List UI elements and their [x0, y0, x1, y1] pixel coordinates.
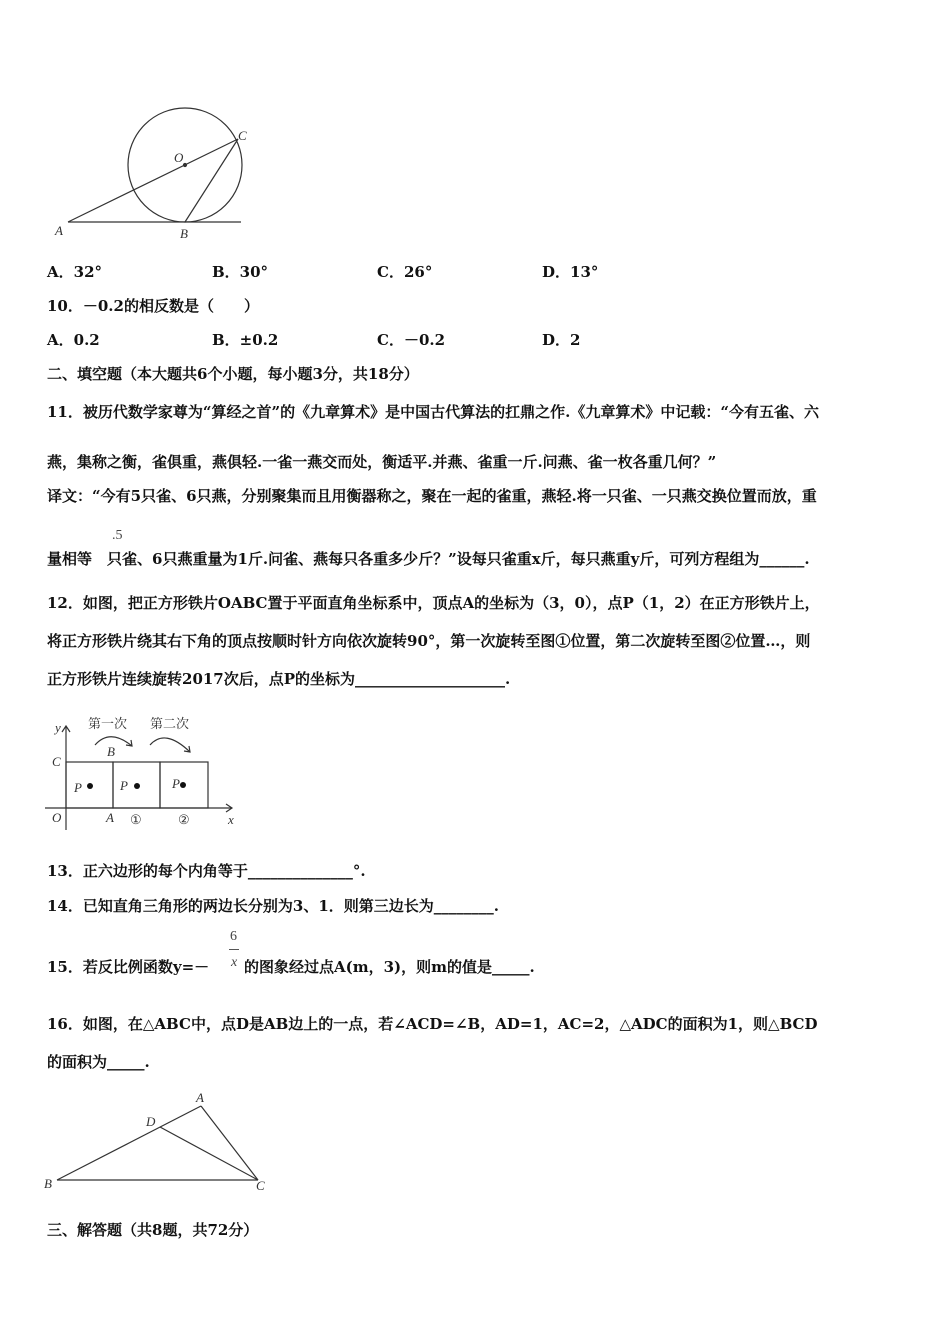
section-3-heading: 三、解答题（共8题，共72分）: [47, 1221, 259, 1239]
label-position-1: ①: [130, 813, 142, 828]
label-o: O: [52, 810, 62, 825]
q9-option-b[interactable]: B．30°: [212, 263, 269, 281]
q11-line-2: 燕，集称之衡，雀俱重，燕俱轻.一雀一燕交而处，衡适平.并燕、雀重一斤.问燕、雀一枚各重几何？”: [47, 453, 717, 471]
label-d: D: [146, 1114, 156, 1129]
axis-x-label: x: [228, 812, 234, 827]
q11-line-3: 译文：“今有5只雀、6只燕，分别聚集而且用衡器称之，聚在一起的雀重，燕轻.将一只雀、一只燕交换位置而放，重: [47, 487, 817, 505]
q10-option-c[interactable]: C．－0.2: [377, 331, 446, 349]
q12-line-3: 正方形铁片连续旋转2017次后，点P的坐标为____________________.: [47, 670, 511, 688]
q16-line-2: 的面积为_____.: [47, 1053, 150, 1071]
q9-option-d[interactable]: D．13°: [542, 263, 599, 281]
q9-option-c[interactable]: C．26°: [377, 263, 433, 281]
q16-line-1: 16．如图，在△ABC中，点D是AB边上的一点，若∠ACD=∠B，AD=1，AC=2，△ADC的面积为1，则△BCD: [47, 1015, 818, 1033]
label-a: A: [196, 1090, 204, 1105]
label-p: P: [120, 778, 128, 793]
section-2-heading: 二、填空题（本大题共6个小题，每小题3分，共18分）: [47, 365, 419, 383]
q15-fraction-bar: [229, 949, 239, 950]
label-second-rotation: 第二次: [150, 717, 190, 732]
q12-line-2: 将正方形铁片绕其右下角的顶点按顺时针方向依次旋转90°，第一次旋转至图①位置，第二次旋转至图②位置…，则: [47, 632, 811, 650]
q10-option-d[interactable]: D．2: [542, 331, 581, 349]
q10-option-a[interactable]: A．0.2: [47, 331, 100, 349]
label-p: P: [172, 776, 180, 791]
q15-fraction-denominator: x: [231, 955, 238, 970]
label-a: A: [106, 810, 114, 825]
q11-line-4: 量相等 只雀、6只燕重量为1斤.问雀、燕每只各重多少斤？”设每只雀重x斤，每只燕重y斤，可列方程组为______.: [47, 550, 810, 568]
label-o: O: [174, 150, 184, 165]
q11-line-1: 11．被历代数学家尊为“算经之首”的《九章算术》是中国古代算法的扛鼎之作.《九章算术》中记载：“今有五雀、六: [47, 403, 819, 421]
circle-tangent-figure: [68, 108, 242, 222]
axis-y-label: y: [55, 720, 61, 735]
q10-stem: 10．－0.2的相反数是（ ）: [47, 297, 259, 315]
q12-line-1: 12．如图，把正方形铁片OABC置于平面直角坐标系中，顶点A的坐标为（3，0），点P（1，2）在正方形铁片上，: [47, 594, 820, 612]
label-a: A: [55, 223, 63, 238]
label-first-rotation: 第一次: [88, 717, 128, 732]
label-c: C: [256, 1178, 265, 1193]
q9-option-a[interactable]: A．32°: [47, 263, 103, 281]
label-b: B: [44, 1176, 52, 1191]
q14: 14．已知直角三角形的两边长分别为3、1．则第三边长为________.: [47, 897, 499, 915]
q11-superscript: .5: [112, 528, 123, 543]
q15-post: 的图象经过点A(m，3)，则m的值是_____.: [244, 958, 535, 976]
q15-pre: 15．若反比例函数y=－: [47, 958, 210, 976]
q13: 13．正六边形的每个内角等于______________°.: [47, 862, 366, 880]
q15-fraction-numerator: 6: [230, 929, 237, 944]
label-b: B: [107, 744, 115, 759]
label-c: C: [238, 128, 247, 143]
label-p: P: [74, 780, 82, 795]
label-c: C: [52, 754, 61, 769]
triangle-figure: [57, 1106, 258, 1180]
q10-option-b[interactable]: B．±0.2: [212, 331, 279, 349]
label-position-2: ②: [178, 813, 190, 828]
label-b: B: [180, 226, 188, 241]
